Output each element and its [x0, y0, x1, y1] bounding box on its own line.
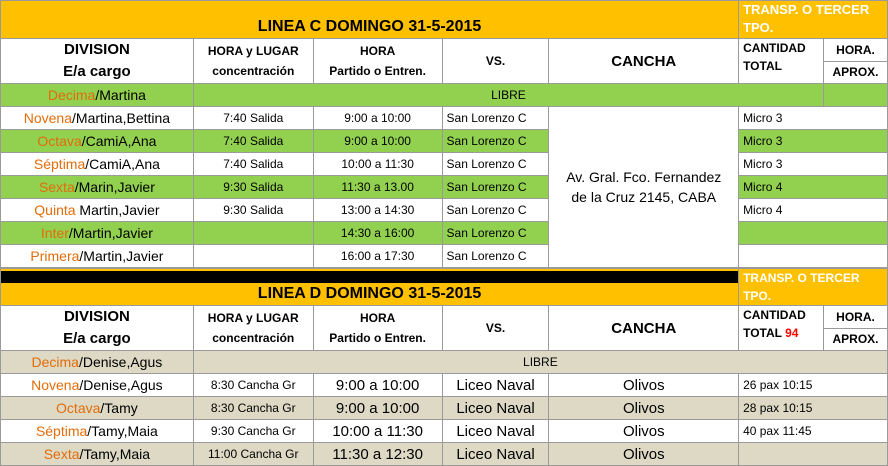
- division-cell: [1, 245, 194, 268]
- division-cell: [1, 443, 194, 466]
- table-row: [1, 245, 888, 268]
- header-ea-cargo-label: E/a cargo: [63, 330, 131, 347]
- header-cantidad-line1: CANTIDAD: [743, 41, 806, 55]
- concentracion-cell: 8:30 Cancha Gr: [193, 374, 313, 397]
- division-name: Novena: [31, 377, 80, 393]
- header-hora-lugar-line1: HORA y LUGAR: [207, 311, 299, 325]
- cargo-name: /Marin,Javier: [74, 179, 155, 195]
- transporte-cell: 28 pax 10:15: [739, 397, 888, 420]
- transporte-cell: [739, 245, 888, 268]
- division-name: Decima: [47, 87, 96, 103]
- linea-d-title-text: LINEA D DOMINGO 31-5-2015: [257, 285, 482, 302]
- header-hora-aprox-line1: HORA.: [824, 307, 887, 329]
- vs-cell: Liceo Naval: [442, 397, 549, 420]
- header-hora-line1: HORA: [359, 44, 396, 58]
- table-row: [1, 397, 888, 420]
- division-cell: [1, 397, 194, 420]
- cargo-name: /Martina,Bettina: [72, 110, 171, 126]
- cancha-cell: Olivos: [549, 397, 739, 420]
- transporte-cell: 40 pax 11:45: [739, 420, 888, 443]
- cargo-name: /Martina: [95, 87, 146, 103]
- transporte-cell: Micro 4: [739, 176, 888, 199]
- division-cell: [1, 176, 194, 199]
- header-hora-aprox-line2: APROX.: [832, 64, 879, 79]
- header-total-label: TOTAL: [743, 326, 782, 340]
- linea-d-title: [1, 269, 739, 306]
- header-hora-lugar: [193, 39, 313, 84]
- header-cantidad: [739, 39, 824, 84]
- transporte-cell: 26 pax 10:15: [739, 374, 888, 397]
- cancha-cell: Olivos: [549, 374, 739, 397]
- division-name: Octava: [37, 133, 82, 149]
- cancha-cell: Olivos: [549, 443, 739, 466]
- hora-cell: 11:30 a 12:30: [313, 443, 442, 466]
- header-vs: VS.: [442, 306, 549, 351]
- header-cantidad-line2: TOTAL: [743, 59, 782, 73]
- hora-cell: 9:00 a 10:00: [313, 107, 442, 130]
- transporte-cell: [739, 222, 888, 245]
- header-hora-lugar-line2: concentración: [212, 64, 295, 78]
- cargo-name: /CamiA,Ana: [81, 133, 157, 149]
- linea-c-title: LINEA C DOMINGO 31-5-2015: [1, 1, 739, 39]
- vs-cell: San Lorenzo C: [442, 176, 549, 199]
- hora-cell: 14:30 a 16:00: [313, 222, 442, 245]
- hora-cell: 10:00 a 11:30: [313, 153, 442, 176]
- header-hora-aprox-line1: HORA.: [824, 40, 887, 62]
- hora-cell: 9:00 a 10:00: [313, 130, 442, 153]
- concentracion-cell: [193, 222, 313, 245]
- cargo-name: /Martin,Javier: [68, 225, 153, 241]
- header-ea-cargo-label: E/a cargo: [63, 63, 131, 80]
- header-hora-lugar-line1: HORA y LUGAR: [207, 44, 299, 58]
- division-name: Séptima: [35, 423, 88, 439]
- division-cell: [1, 374, 194, 397]
- vs-cell: Liceo Naval: [442, 420, 549, 443]
- division-name: Séptima: [33, 156, 86, 172]
- cargo-name: Martin,Javier: [75, 202, 160, 218]
- division-name: Quinta: [34, 202, 76, 218]
- concentracion-cell: 9:30 Salida: [193, 199, 313, 222]
- header-hora-line2: Partido o Entren.: [329, 64, 426, 78]
- division-cell: [1, 420, 194, 443]
- concentracion-cell: 7:40 Salida: [193, 130, 313, 153]
- cargo-name: /Tamy: [100, 400, 138, 416]
- division-cell: [1, 153, 194, 176]
- header-division: [1, 306, 194, 351]
- linea-d-transp-title: TRANSP. O TERCER TPO.: [739, 269, 888, 306]
- header-hora-aprox: [824, 306, 888, 351]
- division-name: Octava: [56, 400, 101, 416]
- empty-cell: [824, 84, 888, 107]
- table-row: [1, 374, 888, 397]
- division-name: Decima: [31, 354, 79, 370]
- division-name: Sexta: [43, 446, 80, 462]
- hora-cell: 9:00 a 10:00: [313, 374, 442, 397]
- cargo-name: /Tamy,Maia: [87, 423, 158, 439]
- concentracion-cell: 7:40 Salida: [193, 153, 313, 176]
- linea-c-transp-title: TRANSP. O TERCER TPO.: [739, 1, 888, 39]
- concentracion-cell: 9:30 Salida: [193, 176, 313, 199]
- header-hora-aprox: [824, 39, 888, 84]
- concentracion-cell: 9:30 Cancha Gr: [193, 420, 313, 443]
- transporte-cell: Micro 3: [739, 130, 888, 153]
- division-cell: [1, 199, 194, 222]
- table-row: [1, 443, 888, 466]
- libre-cell: LIBRE: [193, 351, 887, 374]
- table-row-libre: [1, 351, 888, 374]
- hora-cell: 16:00 a 17:30: [313, 245, 442, 268]
- hora-cell: 10:00 a 11:30: [313, 420, 442, 443]
- division-cell: [1, 222, 194, 245]
- hora-cell: 13:00 a 14:30: [313, 199, 442, 222]
- concentracion-cell: [193, 245, 313, 268]
- cancha-line2: de la Cruz 2145, CABA: [571, 189, 717, 205]
- table-row: [1, 107, 888, 130]
- concentracion-cell: 7:40 Salida: [193, 107, 313, 130]
- vs-cell: San Lorenzo C: [442, 199, 549, 222]
- cancha-cell: [549, 107, 739, 268]
- header-vs: VS.: [442, 39, 549, 84]
- cancha-cell: Olivos: [549, 420, 739, 443]
- header-hora-aprox-line2: APROX.: [832, 331, 879, 346]
- header-hora: [313, 39, 442, 84]
- table-row: [1, 199, 888, 222]
- division-cell: [1, 84, 194, 107]
- concentracion-cell: 8:30 Cancha Gr: [193, 397, 313, 420]
- header-hora-lugar: [193, 306, 313, 351]
- cargo-name: /Denise,Agus: [78, 354, 163, 370]
- header-cancha: CANCHA: [549, 306, 739, 351]
- hora-cell: 9:00 a 10:00: [313, 397, 442, 420]
- transporte-cell: Micro 3: [739, 153, 888, 176]
- division-name: Sexta: [38, 179, 75, 195]
- cargo-name: /CamiA,Ana: [85, 156, 160, 172]
- division-name: Inter: [40, 225, 69, 241]
- header-hora: [313, 306, 442, 351]
- vs-cell: San Lorenzo C: [442, 130, 549, 153]
- transporte-cell: [739, 443, 888, 466]
- header-division-label: DIVISION: [63, 308, 130, 325]
- vs-cell: San Lorenzo C: [442, 245, 549, 268]
- total-count: 94: [785, 326, 799, 340]
- header-hora-line2: Partido o Entren.: [329, 331, 426, 345]
- black-band: [1, 271, 738, 283]
- vs-cell: San Lorenzo C: [442, 222, 549, 245]
- header-hora-lugar-line2: concentración: [212, 331, 295, 345]
- linea-d-table: [0, 268, 888, 466]
- division-cell: [1, 351, 194, 374]
- table-row: [1, 153, 888, 176]
- vs-cell: San Lorenzo C: [442, 107, 549, 130]
- cargo-name: /Tamy,Maia: [79, 446, 151, 462]
- vs-cell: San Lorenzo C: [442, 153, 549, 176]
- cargo-name: /Denise,Agus: [79, 377, 163, 393]
- header-hora-line1: HORA: [359, 311, 396, 325]
- libre-cell: LIBRE: [193, 84, 823, 107]
- header-division: [1, 39, 194, 84]
- cancha-line1: Av. Gral. Fco. Fernandez: [566, 169, 722, 185]
- header-cantidad-line1: CANTIDAD: [743, 308, 806, 322]
- table-row-libre: [1, 84, 888, 107]
- concentracion-cell: 11:00 Cancha Gr: [193, 443, 313, 466]
- transporte-cell: Micro 3: [739, 107, 888, 130]
- table-row: [1, 176, 888, 199]
- vs-cell: Liceo Naval: [442, 443, 549, 466]
- header-cancha: CANCHA: [549, 39, 739, 84]
- transporte-cell: Micro 4: [739, 199, 888, 222]
- table-row: [1, 222, 888, 245]
- vs-cell: Liceo Naval: [442, 374, 549, 397]
- cargo-name: /Martin,Javier: [79, 248, 164, 264]
- division-name: Novena: [23, 110, 73, 126]
- header-cantidad: [739, 306, 824, 351]
- hora-cell: 11:30 a 13.00: [313, 176, 442, 199]
- header-division-label: DIVISION: [63, 41, 130, 58]
- table-row: [1, 420, 888, 443]
- division-name: Primera: [30, 248, 80, 264]
- table-row: [1, 130, 888, 153]
- division-cell: [1, 107, 194, 130]
- division-cell: [1, 130, 194, 153]
- header-cantidad-line2: [743, 324, 823, 342]
